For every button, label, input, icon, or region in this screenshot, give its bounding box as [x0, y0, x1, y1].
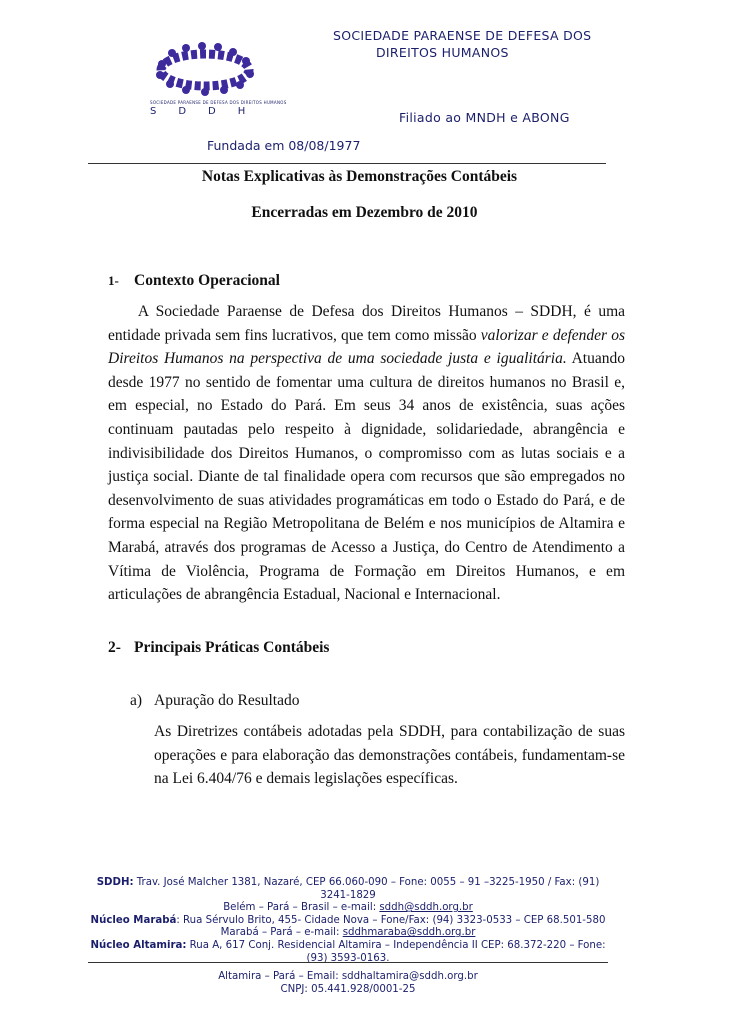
footer-maraba-email-link[interactable]: sddhmaraba@sddh.org.br [342, 927, 476, 939]
section1-text-end: Atuando desde 1977 no sentido de fomentar uma cultura de direitos humanos no Brasil e, em especial, no Estado do Pará. Em seus 34 anos de existência, suas ações continuam pautadas pelo respeito à dignidade, solidariedade, abrangência e indivisibilidade dos Direitos Humanos, o compromisso com as lutas sociais e a justiça social. Diante de tal finalidade opera com recursos que são empregados no desenvolvimento de suas atividades programáticas em todo o Estado do Pará, e de forma especial na Região Metropolitana de Belém e nos municípios de Altamira e Marabá, através dos programas de Acesso a Justiça, do Centro de Atendimento a Vítima de Violência, Programa de Formação em Direitos Humanos, e em articulações de abrangência Estadual, Nacional e Internacional. [108, 350, 625, 604]
footer-sddh-label: SDDH: [96, 877, 134, 888]
item-a-heading [130, 692, 300, 710]
section1-paragraph [108, 300, 625, 607]
footer-sddh-line [88, 877, 608, 902]
document-title [0, 168, 729, 186]
section1-number: 1- [108, 273, 119, 288]
section2-heading [108, 639, 329, 657]
footer-belem-line [88, 902, 608, 915]
document-title-text: Notas Explicativas às Demonstrações Contábeis [201, 168, 518, 185]
logo-letters: SDDH [150, 106, 268, 117]
footer-altamira-label: Núcleo Altamira: [90, 939, 187, 951]
footer-maraba-line [88, 915, 608, 928]
footer-maraba-text: Marabá – Pará – e-mail: [220, 927, 343, 939]
affiliation-text: Filiado ao MNDH e ABONG [399, 110, 570, 125]
footer-sddh-address: Trav. José Malcher 1381, Nazaré, CEP 66.060-090 – Fone: 0055 – 91 –3225-1950 / Fax: (91) 3241-1829 [133, 877, 600, 901]
logo-subtitle: SOCIEDADE PARAENSE DE DEFESA DOS DIREITOS HUMANOS [150, 100, 287, 105]
section1-text-italic: valorizar e defender os Direitos Humanos na perspectiva de uma sociedade justa e igualitária. [108, 326, 625, 368]
item-a-label: a) [130, 692, 143, 709]
header-divider [88, 163, 606, 164]
founded-date: Fundada em 08/08/1977 [207, 138, 361, 153]
item-a-paragraph: As Diretrizes contábeis adotadas pela SDDH, para contabilização de suas operações e para elaboração das demonstrações contábeis, fundamentam-se na Lei 6.404/76 e demais legislações específicas. [154, 723, 625, 788]
section1-title: Contexto Operacional [134, 272, 280, 289]
org-name-line1: SOCIEDADE PARAENSE DE DEFESA DOS [333, 28, 592, 43]
footer-altamira-address: Rua A, 617 Conj. Residencial Altamira – Independência II CEP: 68.372-220 – Fone: (93) 3593-0163. [186, 939, 606, 964]
footer-belem-text: Belém – Pará – Brasil – e-mail: [223, 902, 380, 914]
section2-title: Principais Práticas Contábeis [134, 639, 330, 656]
footer [88, 877, 608, 996]
footer-maraba-email-line [88, 927, 608, 940]
footer-maraba-label: Núcleo Marabá [90, 914, 177, 926]
item-a-title: Apuração do Resultado [154, 692, 300, 709]
footer-altamira-email-line: Altamira – Pará – Email: sddhaltamira@sddh.org.br [218, 971, 478, 983]
footer-maraba-address: : Rua Sérvulo Brito, 455- Cidade Nova – Fone/Fax: (94) 3323-0533 – CEP 68.501-580 [176, 914, 606, 926]
footer-cnpj: CNPJ: 05.441.928/0001-25 [280, 983, 416, 995]
footer-divider [88, 962, 608, 963]
footer-sddh-email-link[interactable]: sddh@sddh.org.br [379, 902, 473, 914]
section1-text-start: A Sociedade Paraense de Defesa dos Direitos Humanos – SDDH, é uma entidade privada sem fins lucrativos, que tem como missão [108, 303, 626, 344]
org-name-line2: DIREITOS HUMANOS [376, 45, 509, 60]
section1-heading [108, 272, 280, 290]
document-subtitle: Encerradas em Dezembro de 2010 [251, 204, 478, 221]
section2-number: 2- [108, 639, 121, 656]
